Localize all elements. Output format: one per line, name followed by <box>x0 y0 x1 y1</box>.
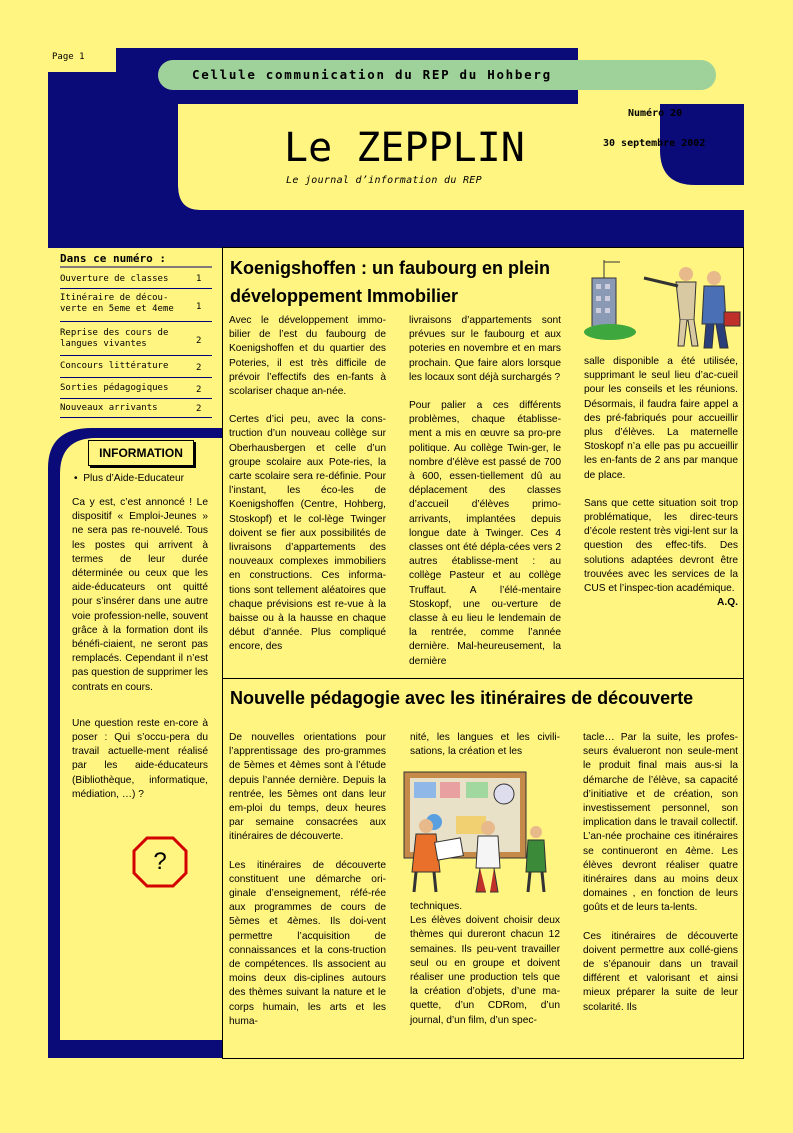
toc-item-page: 2 <box>196 336 202 346</box>
toc-divider <box>60 377 212 378</box>
article2-paragraph: Ces itinéraires de découverte doivent permettre aux collé-giens de s’épanouir dans un travail différent et valorisant et ainsi mieux préparer la suite de leur scolarité. Ils <box>583 930 738 1013</box>
masthead-title: Le ZEPPLIN <box>284 125 525 171</box>
toc-item-page: 1 <box>196 302 202 312</box>
issue-number: Numéro 20 <box>628 108 683 119</box>
article1-column <box>409 314 561 683</box>
sidebar-paragraph: Une question reste en-core à poser : Qui s’occu-pera du travail actuelle-ment réalisé par les aide-éducateurs (Bibliothèque, informatique, médiation, …) ? <box>72 717 208 800</box>
article2-paragraph: techniques. <box>410 901 463 912</box>
bullet-icon: • <box>74 473 84 484</box>
article2-title: Nouvelle pédagogie avec les itinéraires de découverte <box>230 688 694 708</box>
toc-item-label[interactable]: Reprise des cours de langues vivantes <box>60 328 169 349</box>
toc-item-label[interactable]: Sorties pédagogiques <box>60 383 169 393</box>
illustration-buildings-people <box>582 258 742 350</box>
article2-paragraph: Les élèves doivent choisir deux thèmes qui dureront chacun 12 semaines. Ils peu-vent travailler seul ou en groupe et doivent réaliser une production tels que la création d’objets, d’une ma-quette, d’un CDRom, d’un journal, d’un film, d’un spec- <box>410 915 560 1026</box>
toc-item-page: 2 <box>196 404 202 414</box>
toc-divider <box>60 417 212 418</box>
question-icon: ? <box>153 848 167 875</box>
banner: Cellule communication du REP du Hohberg <box>158 60 716 90</box>
article1-paragraph: Sans que cette situation soit trop problématique, les direc-teurs d’école restent très vigi-lent sur la question des effec-tifs. Des solutions adaptées devront être trouvées avec les services de la CUS et l’inspec-tion académique. <box>584 497 738 595</box>
toc-item-page: 2 <box>196 385 202 395</box>
sidebar-paragraph: Ca y est, c’est annoncé ! Le dispositif « Emploi-Jeunes » ne sera pas re-nouvelé. Tous les postes qui arrivent à termes de leur durée déterminée ou ceux que les aide-éducateurs ont quitté pour s’insérer dans une autre voie profession-nelle, souvent grâce à la formation dont ils bénéfi-ciaient, ne seront pas remplacés. Cependant il n’est pas question de supprimer les contrats en cours. <box>72 497 208 693</box>
article2-column <box>410 900 560 1028</box>
article1-paragraph: Avec le développement immo-bilier de l’est du faubourg de Koenigshoffen et du quartier des Poteries, il est très difficile de prévoir l’effectifs des en-fants à scolariser chaque an-née. <box>229 315 386 398</box>
article1-title-line: développement Immobilier <box>230 286 459 306</box>
article1-paragraph: livraisons d’appartements sont prévues sur le faubourg et aux poteries en novembre et en mars prochain. Que faire alors lorsque les locaux sont déjà surchargés ? <box>409 315 561 383</box>
toc-divider <box>60 398 212 399</box>
toc-divider <box>60 288 212 289</box>
sidebar-text <box>72 496 208 816</box>
toc-item-label[interactable]: Concours littérature <box>60 361 169 371</box>
article2-column <box>229 731 386 1043</box>
toc-divider <box>60 355 212 356</box>
article1-title <box>230 254 550 310</box>
article2-column <box>583 731 738 1015</box>
article1-paragraph: Certes d’ici peu, avec la cons-truction d’un nouveau collège sur Oberhausbergen et celle d’un groupe scolaire aux Pote-ries, la carte scolaire sera re-définie. Pour l’instant, les éco-les de Koenigshoffen (Centre, Hohberg, Stoskopf) et le col-lège Twinger doivent se fier aux possibilités de livraisons d’appartements des nouveaux complexes immobiliers en constructions. Ces informa-tions sont tellement aléatoires que chaque prévisions est re-vue à la baisse ou à la hausse en chaque début d’année. Plus compliqué encore, des <box>229 414 386 653</box>
toc-divider <box>60 321 212 322</box>
issue-date: 30 septembre 2002 <box>603 138 706 149</box>
bullet-text: Plus d’Aide-Educateur <box>83 473 185 484</box>
masthead-subtitle: Le journal d’information du REP <box>286 175 482 186</box>
article1-paragraph: salle disponible a été utilisée, supprimant le seul lieu d’ac-cueil pour les conseils et les réunions. Désormais, il faudra faire appel a des pré-fabriqués pour accueillir plus d’élèves. La maternelle Stoskopf n’a elle pas pu accueillir les en-fants de 2 ans par manque de place. <box>584 356 738 481</box>
toc-item-page: 1 <box>196 274 202 284</box>
info-title: INFORMATION <box>88 440 194 466</box>
article1-column <box>229 314 386 669</box>
toc-item-label[interactable]: Nouveaux arrivants <box>60 403 158 413</box>
info-bullet <box>74 473 184 484</box>
toc-item-page: 2 <box>196 363 202 373</box>
article2-paragraph: De nouvelles orientations pour l’apprentissage des pro-grammes de 5èmes et 4èmes sont à l’étude depuis l’année dernière. Depuis la rentrée, les 5èmes ont dans leur em-ploi du temps, deux heures par semaine consacrées aux itinéraires de découverte. <box>229 732 386 843</box>
toc-item-label[interactable]: Itinéraire de décou- verte en 5eme et 4eme <box>60 293 174 314</box>
article1-paragraph: Pour palier a ces différents problèmes, chaque établisse-ment a mis en œuvre sa pro-pre politique. Au collège Twin-ger, le nombre d’élève est passé de 700 à 600, essen-tiellement dû au déplacement des classes d’accueil d’élèves primo-arrivants, implantées depuis longue date à Twinger. Ces 4 classes ont été dépla-cées vers 2 autres établisse-ment : au collège Pasteur et au collège Truffaut. A l’élé-mentaire Stoskopf, une ou-verture de classe à eu lieu le lendemain de la rentrée, comme l’année dernière. Mal-heureusement, la dernière <box>409 400 561 667</box>
page-label: Page 1 <box>46 46 116 72</box>
illustration-classroom <box>396 768 556 896</box>
toc-heading: Dans ce numéro : <box>60 252 166 265</box>
article2-paragraph: tacle… Par la suite, les profes-seurs évalueront non seule-ment le produit final mais aus-si la démarche de l’élève, sa capacité d’initiative et de création, son investissement personnel, son implication dans le travail collectif. L’an-née prochaine ces itinéraires se continueront en 4ème. Les élèves devront réaliser quatre itinéraires dans au moins deux domaines , en fonction de leurs goûts et de leurs ta-lents. <box>583 732 738 914</box>
article1-title-line: Koenigshoffen : un faubourg en plein <box>230 258 550 278</box>
article1-column <box>584 355 738 610</box>
article2-paragraph: nité, les langues et les civili-sations, la création et les <box>410 732 560 758</box>
article2-column <box>410 731 560 759</box>
toc-item-label[interactable]: Ouverture de classes <box>60 274 169 284</box>
article2-paragraph: Les itinéraires de découverte constituent une démarche ori-ginale d’enseignement, réfé-rée aux programmes de cours de 5èmes et 4èmes. Ils doi-vent permettre l’acquisition de connaissances et la cons-truction de compétences. Ils associent au moins deux dis-ciplines autours des thèmes suivant la nature et le corps humain, les arts et les huma- <box>229 859 386 1027</box>
article1-signature: A.Q. <box>717 597 738 609</box>
